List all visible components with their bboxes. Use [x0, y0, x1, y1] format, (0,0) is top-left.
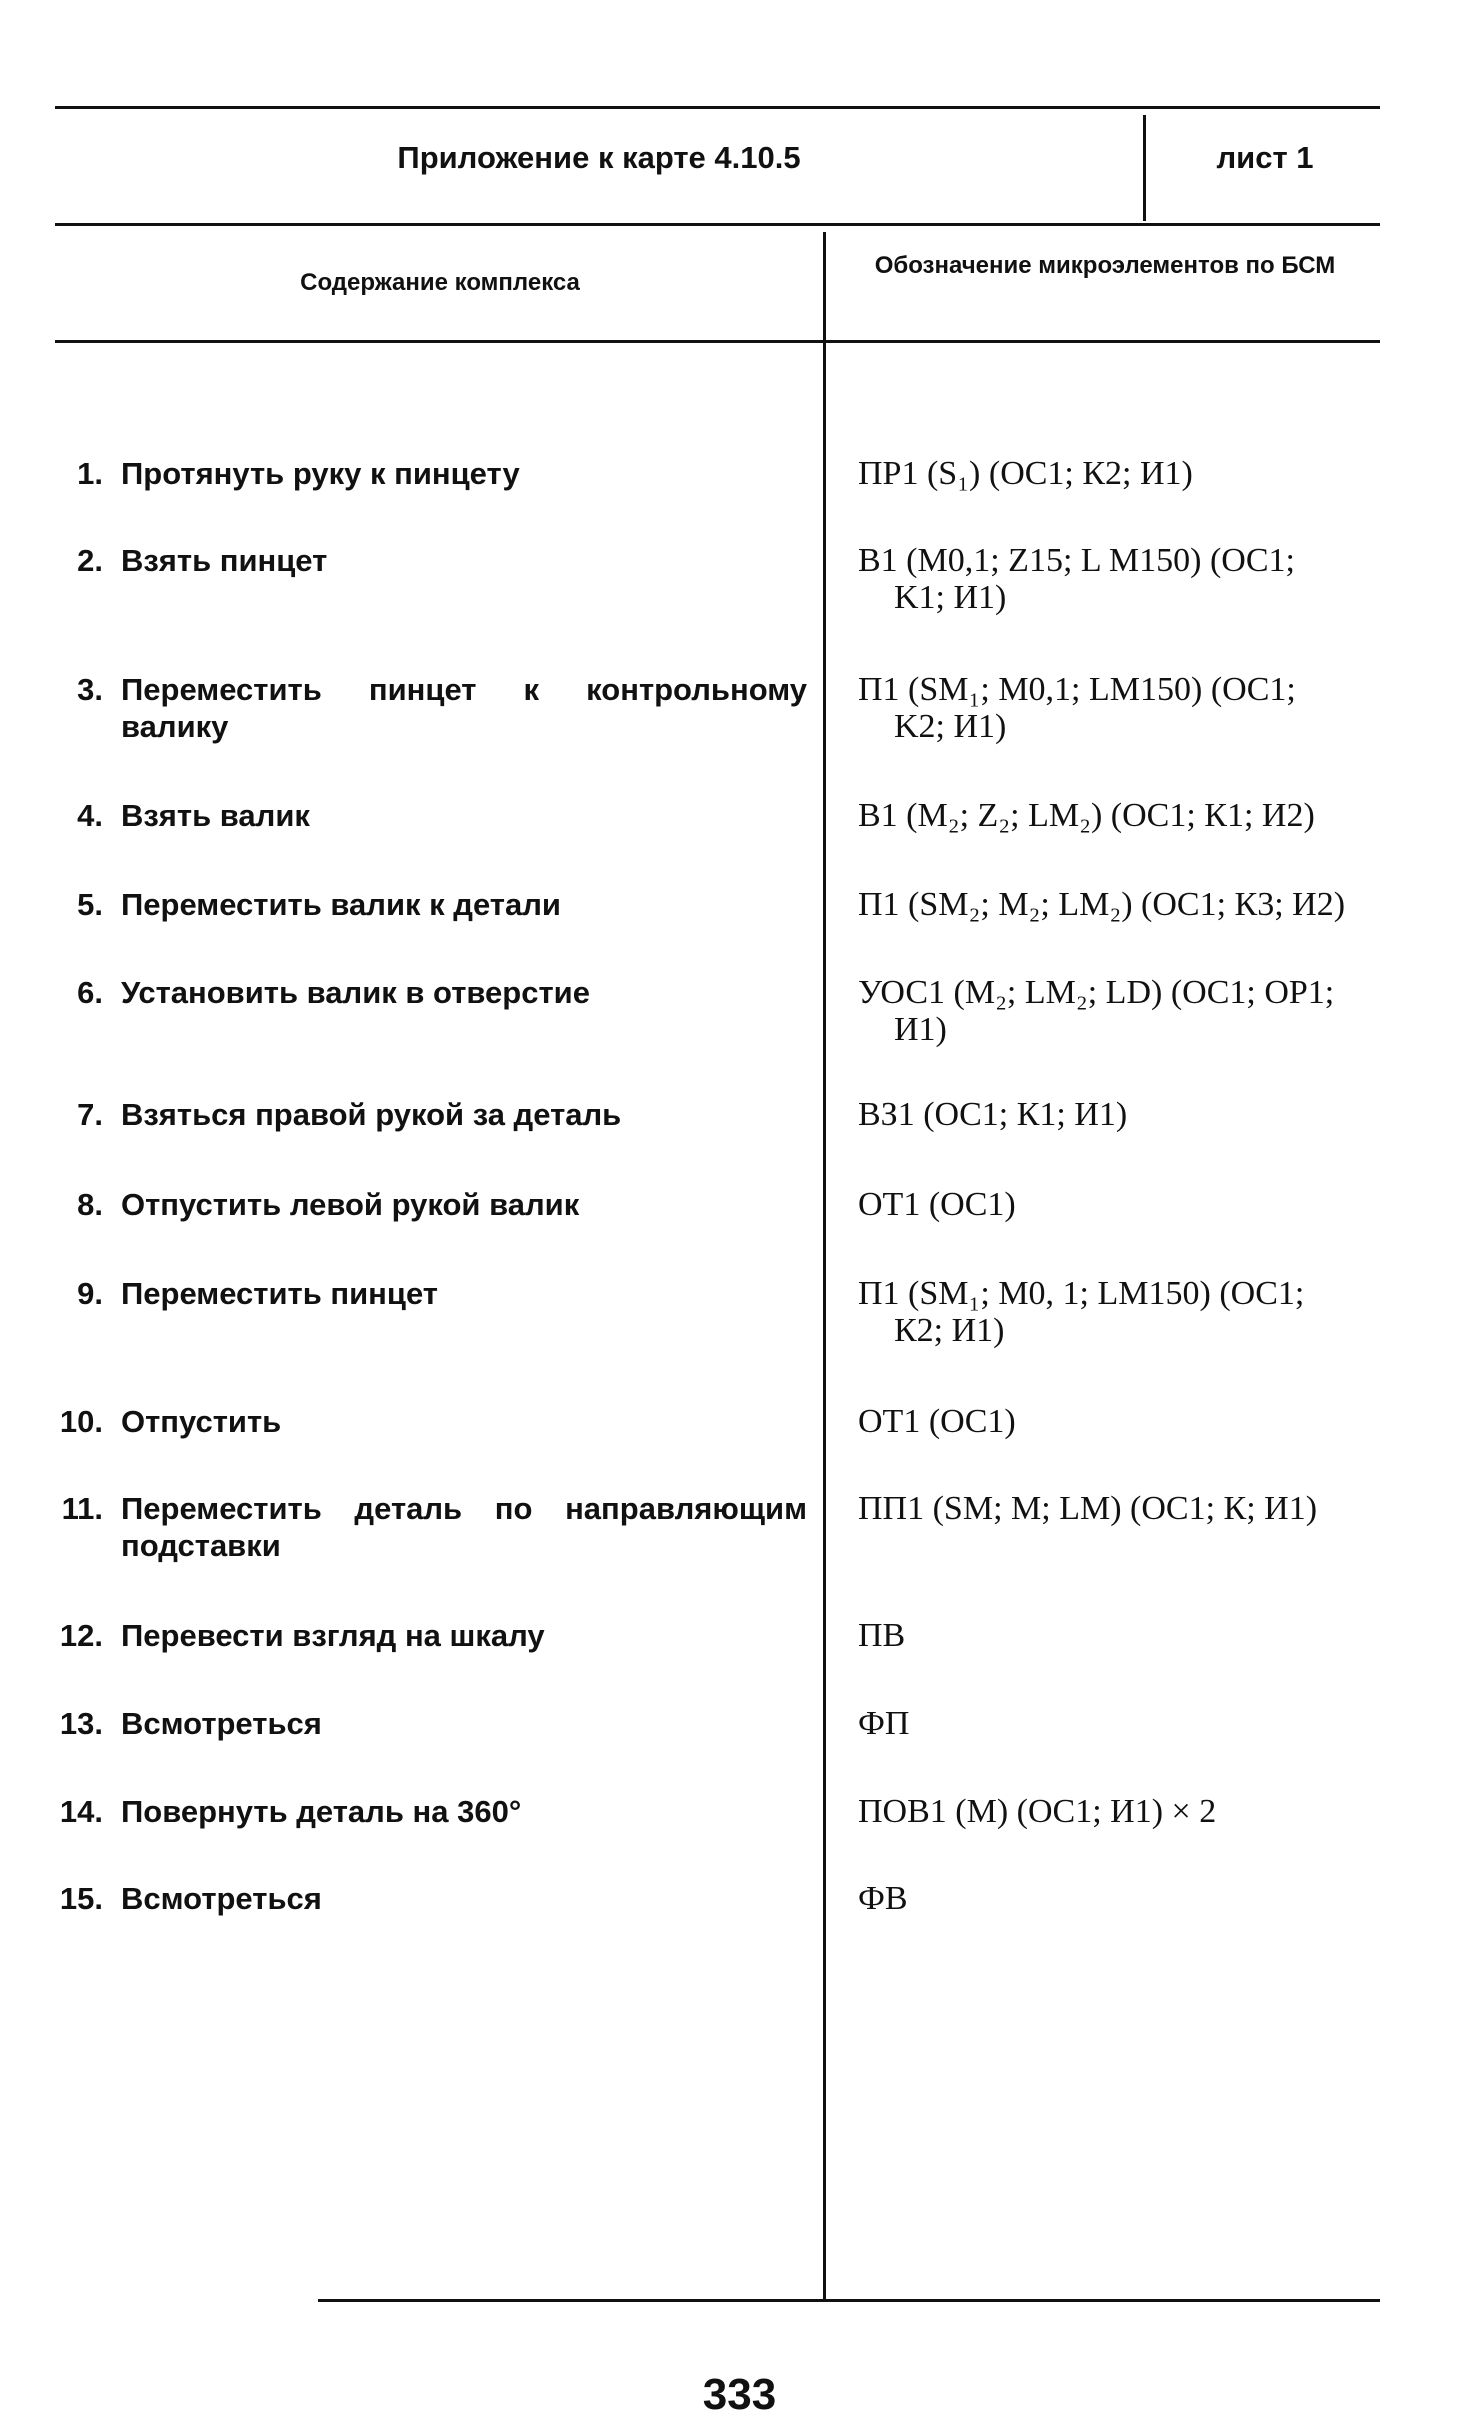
designation-line: ВЗ1 (OC1; К1; И1): [858, 1096, 1128, 1133]
row-content: Отпустить: [121, 1404, 282, 1439]
designation-line: П1 (SM₁; M0, 1; LM150) (OC1;: [858, 1275, 1305, 1312]
bottom-rule: [318, 2299, 1380, 2302]
designation-line: ФВ: [858, 1880, 908, 1917]
row-designation: [858, 1705, 1398, 1742]
row-content: Установить валик в отверстие: [121, 975, 590, 1010]
designation-line: ОТ1 (OC1): [858, 1403, 1016, 1440]
row-content: Отпустить левой рукой валик: [121, 1187, 580, 1222]
row-content: Взять пинцет: [121, 543, 328, 578]
column-header-content: Содержание комплекса: [300, 269, 580, 296]
row-content: Переместить деталь по направляющим подставки: [121, 1491, 807, 1563]
row-number: 1.: [77, 456, 103, 491]
row-number: 11.: [61, 1491, 103, 1526]
designation-line: В1 (M0,1; Z15; L M150) (OC1;: [858, 542, 1295, 579]
row-designation: [858, 1403, 1398, 1440]
designation-line: ПП1 (SM; M; LM) (OC1; К; И1): [858, 1490, 1318, 1527]
designation-line: П1 (SM₂; M₂; LM₂) (OC1; К3; И2): [858, 886, 1346, 923]
sheet-divider: [1143, 115, 1146, 221]
row-number: 15.: [59, 1881, 103, 1916]
row-content: Повернуть деталь на 360°: [121, 1794, 522, 1829]
row-designation: [858, 797, 1398, 834]
designation-line: ФП: [858, 1705, 910, 1742]
header-rule: [55, 223, 1380, 226]
row-content: Взять валик: [121, 798, 310, 833]
designation-line: В1 (M₂; Z₂; LM₂) (OC1; К1; И2): [858, 797, 1315, 834]
row-number: 5.: [77, 887, 103, 922]
row-content: Взяться правой рукой за деталь: [121, 1097, 622, 1132]
row-content: Переместить валик к детали: [121, 887, 561, 922]
designation-line: П1 (SM₁; M0,1; LM150) (OC1;: [858, 671, 1296, 708]
row-number: 2.: [77, 543, 103, 578]
row-number: 10.: [59, 1404, 103, 1439]
designation-line: К2; И1): [894, 1312, 1005, 1349]
row-content: Переместить пинцет: [121, 1276, 438, 1311]
row-content: Всмотреться: [121, 1881, 322, 1916]
row-number: 12.: [59, 1618, 103, 1653]
column-header-designation: Обозначение микроэлементов по БСМ: [874, 252, 1336, 279]
row-content: Всмотреться: [121, 1706, 322, 1741]
row-number: 7.: [77, 1097, 103, 1132]
top-rule: [55, 106, 1380, 109]
row-designation: [858, 974, 1398, 1048]
row-designation: [858, 455, 1398, 492]
designation-line: ОТ1 (OC1): [858, 1186, 1016, 1223]
row-number: 6.: [77, 975, 103, 1010]
row-content: Перевести взгляд на шкалу: [121, 1618, 545, 1653]
row-number: 3.: [77, 672, 103, 707]
row-designation: [858, 886, 1398, 923]
row-designation: [858, 1275, 1398, 1349]
designation-line: УОС1 (M₂; LM₂; LD) (OC1; OP1;: [858, 974, 1335, 1011]
row-designation: [858, 671, 1398, 745]
row-designation: [858, 542, 1398, 616]
designation-line: ПВ: [858, 1617, 906, 1654]
designation-line: ПОВ1 (M) (OC1; И1) × 2: [858, 1793, 1217, 1830]
row-content: Переместить пинцет к контрольному валику: [121, 672, 807, 744]
row-designation: [858, 1186, 1398, 1223]
designation-line: K1; И1): [894, 579, 1007, 616]
row-designation: [858, 1096, 1398, 1133]
sheet-label: лист 1: [1216, 140, 1314, 175]
page-number: 333: [702, 2370, 777, 2419]
designation-line: K2; И1): [894, 708, 1007, 745]
row-number: 4.: [77, 798, 103, 833]
row-designation: [858, 1617, 1398, 1654]
row-number: 14.: [59, 1794, 103, 1829]
designation-line: И1): [894, 1011, 947, 1048]
row-designation: [858, 1793, 1398, 1830]
designation-line: ПР1 (S₁) (OC1; К2; И1): [858, 455, 1193, 492]
row-number: 13.: [59, 1706, 103, 1741]
row-number: 8.: [77, 1187, 103, 1222]
row-designation: [858, 1490, 1398, 1527]
row-number: 9.: [77, 1276, 103, 1311]
column-divider: [823, 232, 826, 2299]
row-content: Протянуть руку к пинцету: [121, 456, 520, 491]
column-header-rule: [55, 340, 1380, 343]
appendix-title: Приложение к карте 4.10.5: [397, 140, 801, 175]
row-designation: [858, 1880, 1398, 1917]
